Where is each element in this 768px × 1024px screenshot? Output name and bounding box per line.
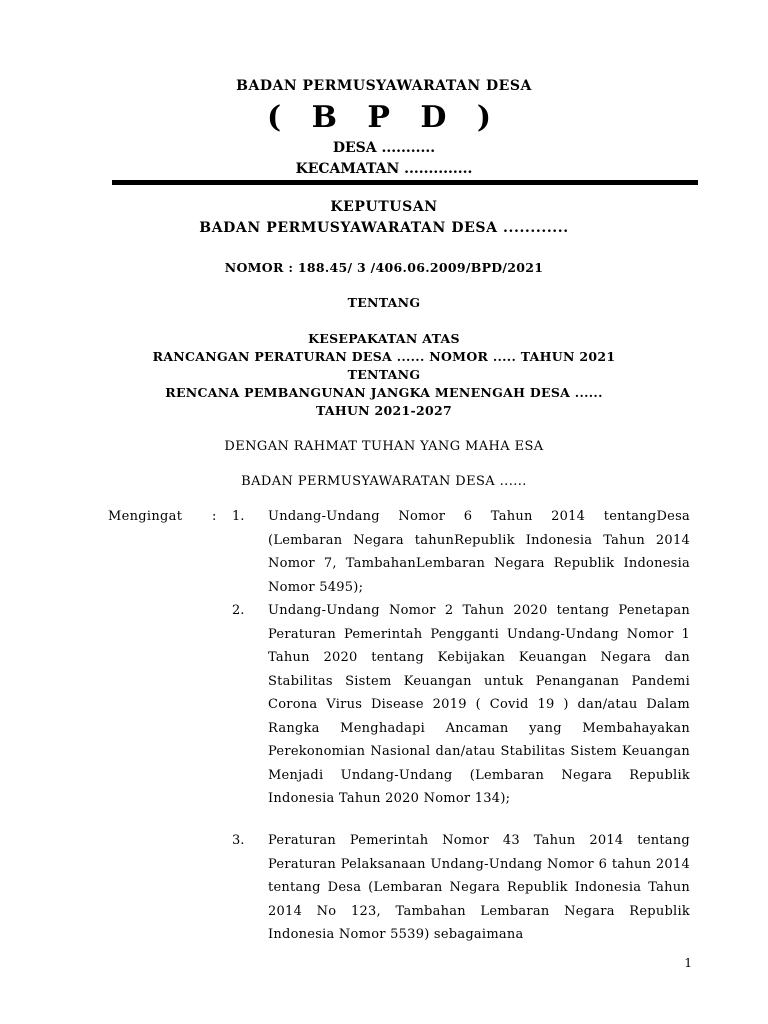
decision-number: NOMOR : 188.45/ 3 /406.06.2009/BPD/2021 bbox=[224, 260, 544, 275]
kecamatan-line: KECAMATAN .............. bbox=[295, 161, 473, 177]
list-item-number: 1. bbox=[232, 509, 245, 524]
tentang-heading: TENTANG bbox=[347, 295, 421, 310]
list-item-number: 2. bbox=[232, 603, 245, 618]
considerations-colon: : bbox=[212, 509, 217, 524]
subject-line-5: TAHUN 2021-2027 bbox=[315, 403, 453, 418]
subject-line-4: RENCANA PEMBANGUNAN JANGKA MENENGAH DESA ...... bbox=[165, 385, 603, 400]
blessing-line: DENGAN RAHMAT TUHAN YANG MAHA ESA bbox=[224, 439, 544, 454]
decision-issuer: BADAN PERMUSYAWARATAN DESA ............ bbox=[199, 220, 569, 236]
preamble-body: BADAN PERMUSYAWARATAN DESA ...... bbox=[241, 474, 527, 489]
page-number: 1 bbox=[684, 956, 692, 970]
org-acronym: ( B P D ) bbox=[266, 100, 502, 135]
org-name: BADAN PERMUSYAWARATAN DESA bbox=[236, 78, 532, 94]
list-item-text: Undang-Undang Nomor 2 Tahun 2020 tentang Penetapan Peraturan Pemerintah Pengganti Undang-Undang Nomor 1 Tahun 2020 tentang Kebijakan Keuangan Negara dan Stabilitas Sistem Keuangan untuk Penanganan Pandemi Corona Virus Disease 2019 ( Covid 19 ) dan/atau Dalam Rangka Menghadapi Ancaman yang Membahayakan Perekonomian Nasional dan/atau Stabilitas Sistem Keuangan Menjadi Undang-Undang (Lembaran Negara Republik Indonesia Tahun 2020 Nomor 134); bbox=[268, 603, 690, 806]
subject-line-3: TENTANG bbox=[347, 367, 421, 382]
list-item-text: Undang-Undang Nomor 6 Tahun 2014 tentangDesa (Lembaran Negara tahunRepublik Indonesia Tahun 2014 Nomor 7, TambahanLembaran Negara Republik Indonesia Nomor 5495); bbox=[268, 509, 690, 595]
header-divider bbox=[112, 180, 698, 185]
subject-line-2: RANCANGAN PERATURAN DESA ...... NOMOR ..... TAHUN 2021 bbox=[152, 349, 616, 364]
considerations-label: Mengingat bbox=[108, 509, 183, 524]
desa-line: DESA ........... bbox=[332, 140, 436, 156]
decision-title: KEPUTUSAN bbox=[330, 199, 438, 215]
subject-line-1: KESEPAKATAN ATAS bbox=[308, 331, 460, 346]
list-item-number: 3. bbox=[232, 833, 245, 848]
list-item-text: Peraturan Pemerintah Nomor 43 Tahun 2014 tentang Peraturan Pelaksanaan Undang-Undang Nomor 6 tahun 2014 tentang Desa (Lembaran Negara Republik Indonesia Tahun 2014 No 123, Tambahan Lembaran Negara Republik Indonesia Nomor 5539) sebagaimana bbox=[268, 833, 690, 942]
